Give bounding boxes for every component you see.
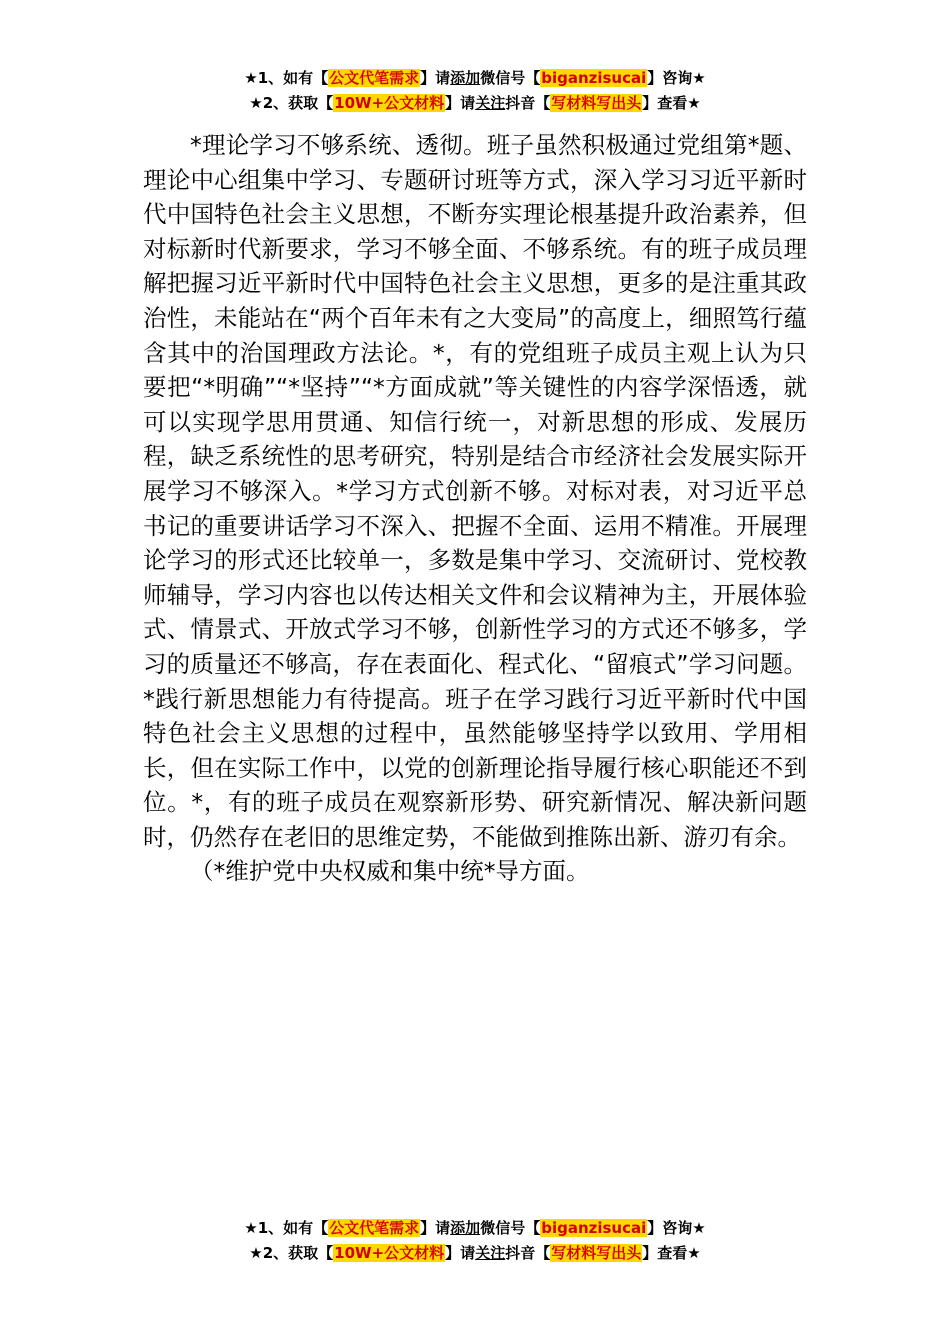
ad-underlined-text: 添加 bbox=[450, 1219, 481, 1237]
ad-text: 】请 bbox=[420, 69, 451, 87]
ad-text: 】请 bbox=[420, 1219, 451, 1237]
ad-highlight-materials: 10W+公文材料 bbox=[334, 94, 445, 112]
ad-text: 】请 bbox=[445, 1244, 476, 1262]
ad-text: 2、获取【 bbox=[262, 94, 334, 112]
ad-text: 】咨询 bbox=[647, 69, 693, 87]
ad-text: 】查看 bbox=[642, 94, 688, 112]
star-icon: ★ bbox=[687, 94, 701, 112]
ad-text: 抖音【 bbox=[505, 94, 551, 112]
body-paragraph: *理论学习不够系统、透彻。班子虽然积极通过党组第*题、理论中心组集中学习、专题研讨班等方式，深入学习习近平新时代中国特色社会主义思想，不断夯实理论根基提升政治素养，但对标新时代新要求，学习不够全面、不够系统。有的班子成员理解把握习近平新时代中国特色社会主义思想，更多的是注重其政治性，未能站在“两个百年未有之大变局”的高度上，细照笃行蕴含其中的治国理政方法论。*，有的党组班子成员主观上认为只要把“*明确”“*坚持”“*方面成就”等关键性的内容学深悟透，就可以实现学思用贯通、知信行统一，对新思想的形成、发展历程，缺乏系统性的思考研究，特别是结合市经济社会发展实际开展学习不够深入。*学习方式创新不够。对标对表，对习近平总书记的重要讲话学习不深入、把握不全面、运用不精准。开展理论学习的形式还比较单一，多数是集中学习、交流研讨、党校教师辅导，学习内容也以传达相关文件和会议精神为主，开展体验式、情景式、开放式学习不够，创新性学习的方式还不够多，学习的质量还不够高，存在表面化、程式化、“留痕式”学习问题。*践行新思想能力有待提高。班子在学习践行习近平新时代中国特色社会主义思想的过程中，虽然能够坚持学以致用、学用相长，但在实际工作中，以党的创新理论指导履行核心职能还不到位。*，有的班子成员在观察新形势、研究新情况、解决新问题时，仍然存在老旧的思维定势，不能做到推陈出新、游刃有余。 bbox=[143, 131, 807, 851]
header-ad-line-1 bbox=[0, 66, 950, 91]
ad-text: 1、如有【 bbox=[257, 69, 329, 87]
ad-highlight-service: 公文代笔需求 bbox=[329, 69, 420, 87]
ad-highlight-douyin-id: 写材料写出头 bbox=[551, 94, 642, 112]
ad-highlight-service: 公文代笔需求 bbox=[329, 1219, 420, 1237]
footer-ad-line-1 bbox=[0, 1216, 950, 1241]
ad-highlight-wechat-id: biganzisucai bbox=[541, 1219, 647, 1237]
ad-text: 】咨询 bbox=[647, 1219, 693, 1237]
ad-text: 微信号【 bbox=[480, 1219, 541, 1237]
ad-highlight-wechat-id: biganzisucai bbox=[541, 69, 647, 87]
star-icon: ★ bbox=[244, 69, 258, 87]
document-body bbox=[143, 128, 807, 889]
ad-highlight-douyin-id: 写材料写出头 bbox=[551, 1244, 642, 1262]
star-icon: ★ bbox=[244, 1219, 258, 1237]
star-icon: ★ bbox=[249, 1244, 263, 1262]
header-ad-block bbox=[0, 66, 950, 116]
ad-text: 抖音【 bbox=[505, 1244, 551, 1262]
ad-text: 】请 bbox=[445, 94, 476, 112]
ad-underlined-text: 关注 bbox=[475, 94, 506, 112]
ad-text: 】查看 bbox=[642, 1244, 688, 1262]
ad-text: 2、获取【 bbox=[262, 1244, 334, 1262]
star-icon: ★ bbox=[687, 1244, 701, 1262]
header-ad-line-2 bbox=[0, 91, 950, 116]
star-icon: ★ bbox=[692, 69, 706, 87]
star-icon: ★ bbox=[249, 94, 263, 112]
section-heading: （*维护党中央权威和集中统*导方面。 bbox=[190, 857, 590, 886]
star-icon: ★ bbox=[692, 1219, 706, 1237]
ad-text: 1、如有【 bbox=[257, 1219, 329, 1237]
footer-ad-block bbox=[0, 1216, 950, 1266]
footer-ad-line-2 bbox=[0, 1241, 950, 1266]
ad-underlined-text: 添加 bbox=[450, 69, 481, 87]
ad-text: 微信号【 bbox=[480, 69, 541, 87]
ad-highlight-materials: 10W+公文材料 bbox=[334, 1244, 445, 1262]
ad-underlined-text: 关注 bbox=[475, 1244, 506, 1262]
